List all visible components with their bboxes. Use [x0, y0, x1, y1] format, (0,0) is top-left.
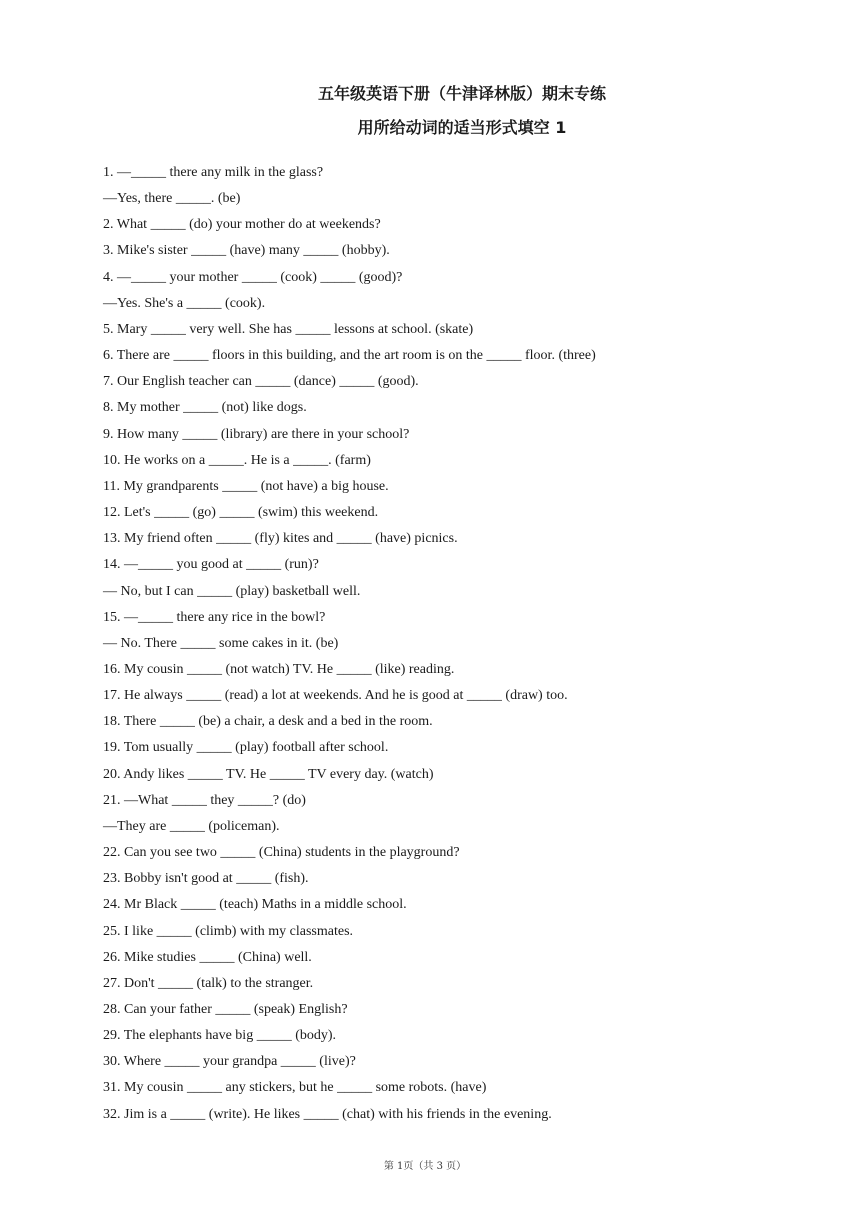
question-line: 19. Tom usually _____ (play) football after school.	[103, 740, 389, 756]
question-line: 2. What _____ (do) your mother do at weekends?	[103, 217, 381, 233]
question-line: 16. My cousin _____ (not watch) TV. He _____ (like) reading.	[103, 661, 455, 677]
page-subtitle: 用所给动词的适当形式填空 1	[357, 118, 567, 137]
question-line: 5. Mary _____ very well. She has _____ lessons at school. (skate)	[103, 321, 474, 337]
question-line: — No, but I can _____ (play) basketball well.	[103, 583, 361, 599]
question-line: 12. Let's _____ (go) _____ (swim) this weekend.	[103, 505, 379, 521]
question-list	[103, 160, 823, 1128]
question-line: —They are _____ (policeman).	[103, 818, 280, 834]
question-line: 14. —_____ you good at _____ (run)?	[103, 557, 319, 573]
question-line: 27. Don't _____ (talk) to the stranger.	[103, 975, 314, 991]
question-line: 9. How many _____ (library) are there in your school?	[103, 426, 410, 442]
question-line: 29. The elephants have big _____ (body).	[103, 1028, 337, 1044]
question-line: 15. —_____ there any rice in the bowl?	[103, 609, 326, 625]
question-line: 17. He always _____ (read) a lot at weekends. And he is good at _____ (draw) too.	[103, 688, 568, 704]
question-line: 23. Bobby isn't good at _____ (fish).	[103, 871, 309, 887]
question-line: —Yes. She's a _____ (cook).	[103, 295, 266, 311]
question-line: 26. Mike studies _____ (China) well.	[103, 949, 312, 965]
question-line: 24. Mr Black _____ (teach) Maths in a middle school.	[103, 897, 407, 913]
question-line: 4. —_____ your mother _____ (cook) _____ (good)?	[103, 269, 403, 285]
question-line: 18. There _____ (be) a chair, a desk and a bed in the room.	[103, 714, 433, 730]
question-line: 8. My mother _____ (not) like dogs.	[103, 400, 307, 416]
page-number-footer: 第 1页（共 3 页）	[383, 1161, 467, 1172]
question-line: 28. Can your father _____ (speak) English?	[103, 1002, 348, 1017]
question-line: 30. Where _____ your grandpa _____ (live)?	[103, 1054, 356, 1070]
question-line: 6. There are _____ floors in this building, and the art room is on the _____ floor. (three)	[103, 348, 596, 364]
question-line: 13. My friend often _____ (fly) kites and _____ (have) picnics.	[103, 531, 458, 547]
question-line: 20. Andy likes _____ TV. He _____ TV every day. (watch)	[103, 766, 434, 782]
question-line: 31. My cousin _____ any stickers, but he _____ some robots. (have)	[103, 1080, 487, 1096]
question-line: 11. My grandparents _____ (not have) a big house.	[103, 478, 389, 494]
question-line: 1. —_____ there any milk in the glass?	[103, 165, 324, 180]
question-line: — No. There _____ some cakes in it. (be)	[103, 635, 339, 651]
question-line: 21. —What _____ they _____? (do)	[103, 792, 306, 808]
question-line: 22. Can you see two _____ (China) students in the playground?	[103, 845, 460, 861]
question-line: 3. Mike's sister _____ (have) many _____ (hobby).	[103, 243, 390, 259]
question-line: 25. I like _____ (climb) with my classmates.	[103, 923, 354, 939]
question-line: 32. Jim is a _____ (write). He likes _____ (chat) with his friends in the evening.	[103, 1106, 552, 1122]
question-line: —Yes, there _____. (be)	[103, 191, 241, 207]
question-line: 7. Our English teacher can _____ (dance) _____ (good).	[103, 374, 419, 390]
question-line: 10. He works on a _____. He is a _____. (farm)	[103, 452, 371, 468]
page-title: 五年级英语下册（牛津译林版）期末专练	[317, 84, 606, 103]
